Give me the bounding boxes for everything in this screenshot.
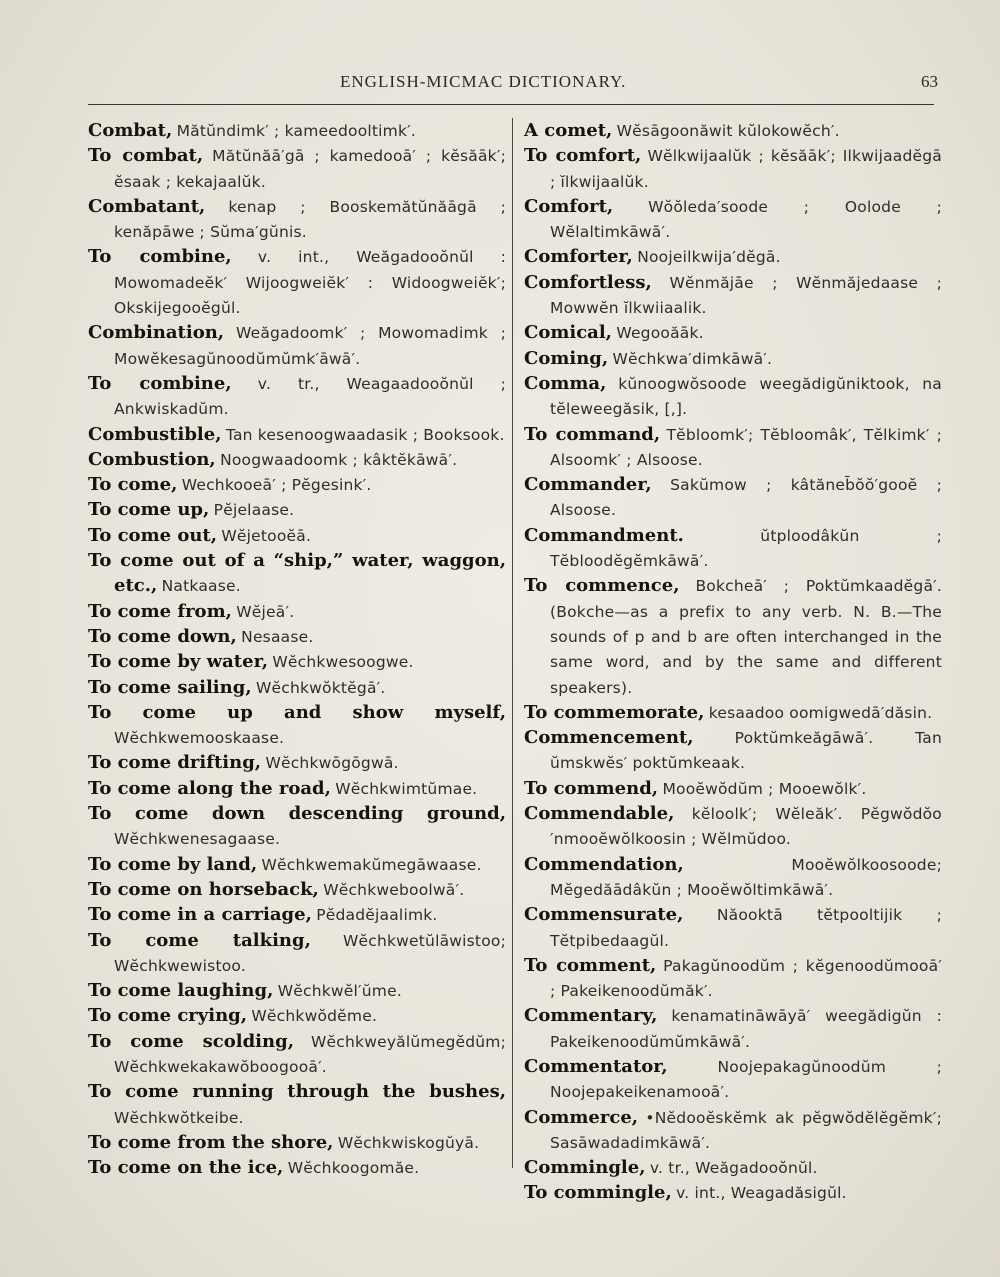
dictionary-entry: [524, 700, 942, 725]
dictionary-entry: [524, 320, 942, 345]
entry-headword: To come in a carriage,: [88, 904, 312, 926]
entry-gloss: Weăgadoomk′ ; Mowomadimk ; Mowĕkesagŭnoodŭmŭmk′āwā′.: [114, 324, 507, 368]
dictionary-entry: [88, 422, 506, 447]
entry-headword: To commemorate,: [524, 701, 705, 723]
entry-gloss: Nesaase.: [241, 627, 314, 646]
entry-headword: To command,: [524, 423, 661, 445]
dictionary-entry: [88, 852, 506, 877]
entry-gloss: Wĕchkwa′dimkāwā′.: [612, 349, 773, 368]
entry-gloss: Wĕchkoogomăe.: [287, 1159, 420, 1178]
entry-headword: Comma,: [524, 372, 607, 394]
entry-headword: To commence,: [524, 575, 680, 597]
entry-gloss: Mooĕwŏlkoosoode; Mĕgedăādâkŭn ; Mooĕwŏltimkāwā′.: [550, 855, 942, 899]
dictionary-entry: [524, 1105, 942, 1156]
entry-headword: To come laughing,: [88, 980, 274, 1002]
dictionary-entry: [88, 624, 506, 649]
dictionary-entry: [88, 649, 506, 674]
entry-gloss: Wĕchkwesoogwe.: [272, 653, 414, 672]
entry-gloss: Năooktā tĕtpooltijik ; Tĕtpibedaagŭl.: [550, 906, 942, 950]
entry-headword: To come from,: [88, 600, 232, 622]
dictionary-entry: [524, 953, 942, 1004]
dictionary-entry: [88, 978, 506, 1003]
entry-headword: To comment,: [524, 954, 657, 976]
entry-gloss: Poktŭmkeăgāwā′. Tan ŭmskwĕs′ poktŭmkeaak.: [550, 729, 943, 773]
entry-headword: Combat,: [88, 120, 173, 141]
page-number: 63: [921, 72, 938, 91]
column-divider: [512, 118, 513, 1168]
entry-gloss: •Nĕdooĕskĕmk ak pĕgwŏdĕlĕgĕmk′; Sasāwadadimkāwā′.: [550, 1108, 943, 1152]
entry-gloss: Wĕjetooĕā.: [221, 526, 312, 545]
entry-gloss: v. int., Weăgadooŏnŭl : Mowomadeĕk′ Wijoogweiĕk′ : Widoogweiĕk′; Okskijegooĕgŭl.: [114, 248, 507, 318]
entry-gloss: Mătŭndimk′ ; kameedooltimk′.: [176, 122, 416, 140]
dictionary-entry: [524, 194, 942, 245]
dictionary-entry: [524, 270, 942, 321]
entry-headword: Combatant,: [88, 195, 206, 217]
entry-gloss: Wĕchkwōgōgwā.: [265, 754, 399, 773]
entry-gloss: Wegooăāk.: [616, 324, 704, 343]
entry-headword: To come talking,: [88, 929, 311, 951]
entry-headword: Commendation,: [524, 853, 684, 875]
dictionary-entry: [524, 472, 942, 523]
entry-gloss: Wĕchkwŏdĕme.: [251, 1007, 378, 1026]
dictionary-entry: [88, 143, 506, 194]
dictionary-entry: [524, 1054, 942, 1105]
dictionary-entry: [88, 194, 506, 245]
dictionary-entry: [88, 1029, 506, 1080]
entry-headword: Commensurate,: [524, 904, 684, 926]
entry-headword: Commingle,: [524, 1157, 646, 1179]
entry-headword: To come out of a “ship,” water, waggon, etc.,: [88, 550, 506, 597]
entry-gloss: v. tr., Weăgadooŏnŭl.: [649, 1159, 818, 1178]
right-column: [524, 118, 942, 1206]
dictionary-entry: [88, 877, 506, 902]
entry-headword: To come scolding,: [88, 1030, 294, 1052]
dictionary-entry: [88, 928, 506, 979]
entry-headword: To come up,: [88, 499, 210, 521]
entry-headword: Commendable,: [524, 803, 675, 825]
entry-gloss: kesaadoo oomigwedā′dăsin.: [708, 703, 933, 722]
entry-gloss: Wĕchkweyălŭmegĕdŭm; Wĕchkwekakawŏboogooā′.: [114, 1032, 507, 1076]
entry-headword: To come out,: [88, 524, 218, 546]
dictionary-entry: [88, 1130, 506, 1155]
dictionary-entry: [524, 346, 942, 371]
dictionary-entry: [524, 1003, 942, 1054]
entry-gloss: Wĕlkwijaalŭk ; kĕsăāk′; Ilkwijaadĕgā ; ĭlkwijaalŭk.: [550, 147, 942, 191]
entry-headword: To come by water,: [88, 651, 269, 673]
dictionary-entry: [88, 447, 506, 472]
entry-headword: To commingle,: [524, 1182, 672, 1204]
entry-gloss: v. int., Weagadăsigŭl.: [676, 1184, 847, 1203]
dictionary-entry: [88, 548, 506, 599]
entry-gloss: kenap ; Booskemătŭnăāgā ; kenăpāwe ; Sŭma′gŭnis.: [114, 197, 507, 242]
entry-headword: Commander,: [524, 474, 652, 496]
dictionary-entry: [88, 902, 506, 927]
entry-gloss: Wĕchkwemakŭmegāwaase.: [261, 855, 482, 874]
entry-gloss: Wĕchkweboolwā′.: [323, 880, 465, 899]
dictionary-entry: [88, 523, 506, 548]
entry-headword: To come on horseback,: [88, 878, 319, 900]
entry-headword: To come by land,: [88, 853, 258, 875]
entry-headword: Commencement,: [524, 727, 694, 749]
entry-headword: Coming,: [524, 347, 609, 369]
entry-headword: To commend,: [524, 777, 659, 799]
entry-headword: To comfort,: [524, 145, 642, 167]
dictionary-entry: [524, 1180, 942, 1205]
dictionary-entry: [88, 320, 506, 371]
entry-gloss: Tan kesenoogwaadasik ; Booksook.: [225, 425, 505, 444]
entry-gloss: Wĕchkwetŭlāwistoo; Wĕchkwewistoo.: [114, 931, 506, 975]
dictionary-entry: [524, 118, 942, 143]
dictionary-entry: [524, 143, 942, 194]
dictionary-entry: [524, 244, 942, 269]
dictionary-entry: [88, 776, 506, 801]
dictionary-entry: [88, 675, 506, 700]
dictionary-entry: [88, 472, 506, 497]
entry-gloss: Mooĕwŏdŭm ; Mooewŏlk′.: [662, 779, 867, 798]
entry-headword: To combine,: [88, 372, 232, 394]
entry-headword: Commentator,: [524, 1055, 668, 1077]
entry-headword: Combustible,: [88, 423, 222, 445]
entry-headword: A comet,: [524, 120, 613, 141]
entry-headword: Comforter,: [524, 246, 633, 268]
dictionary-entry: [88, 1079, 506, 1130]
entry-gloss: Noojepakagŭnoodŭm ; Noojepakeikenamooā′.: [550, 1057, 942, 1102]
entry-gloss: Wĕchkwimtŭmae.: [335, 779, 478, 798]
dictionary-entry: [524, 371, 942, 422]
dictionary-entry: [88, 599, 506, 624]
dictionary-entry: [524, 573, 942, 699]
dictionary-entry: [88, 801, 506, 852]
entry-gloss: Wĕchkwiskogŭyā.: [337, 1133, 480, 1152]
dictionary-entry: [88, 244, 506, 320]
entry-headword: To come on the ice,: [88, 1157, 284, 1179]
entry-gloss: ŭtploodâkŭn ; Tĕbloodĕgĕmkāwā′.: [550, 526, 942, 571]
dictionary-entry: [88, 700, 506, 751]
entry-gloss: Wĕchkwŏktĕgā′.: [255, 678, 386, 697]
entry-gloss: Wĕchkwĕl′ŭme.: [277, 982, 402, 1001]
entry-headword: Commandment.: [524, 524, 684, 546]
entry-gloss: kĕloolk′; Wĕleăk′. Pĕgwŏdŏo ′nmooĕwŏlkoosin ; Wĕlmŭdoo.: [550, 805, 942, 849]
entry-gloss: Wĕchkwŏtkeibe.: [114, 1108, 244, 1127]
entry-headword: To combat,: [88, 145, 204, 167]
dictionary-entry: [524, 422, 942, 473]
entry-gloss: Sakŭmow ; kâtăneb̄ŏŏ′gooĕ ; Alsoose.: [550, 476, 943, 520]
dictionary-entry: [88, 750, 506, 775]
entry-headword: To come drifting,: [88, 752, 262, 774]
entry-gloss: Noojeilkwija′dĕgā.: [637, 248, 781, 267]
dictionary-entry: [88, 1003, 506, 1028]
entry-gloss: Wĕchkwemooskaase.: [114, 729, 285, 748]
entry-gloss: Tĕbloomk′; Tĕbloomâk′, Tĕlkimk′ ; Alsoomk′ ; Alsoose.: [550, 425, 943, 469]
entry-gloss: Wĕjeā′.: [236, 602, 295, 621]
entry-headword: To come down,: [88, 625, 237, 647]
entry-headword: To come,: [88, 474, 178, 496]
entry-gloss: Mătŭnăā′gā ; kamedooā′ ; kĕsăāk′; ĕsaak ; kekajaalŭk.: [114, 147, 507, 191]
dictionary-entry: [524, 852, 942, 903]
dictionary-entry: [524, 776, 942, 801]
entry-headword: Combustion,: [88, 448, 216, 470]
entry-headword: Comical,: [524, 322, 612, 344]
entry-headword: Comfort,: [524, 195, 614, 217]
entry-headword: To combine,: [88, 246, 232, 268]
entry-headword: To come from the shore,: [88, 1131, 334, 1153]
dictionary-entry: [524, 1155, 942, 1180]
entry-headword: To come along the road,: [88, 777, 331, 799]
dictionary-entry: [88, 1155, 506, 1180]
entry-gloss: Bokcheā′ ; Poktŭmkaadĕgā′. (Bokche—as a prefix to any verb. N. B.—The sounds of p and b are often interchanged in the same word, and by the same and different speakers).: [550, 577, 942, 697]
entry-gloss: Pakagŭnoodŭm ; kĕgenoodŭmooā′ ; Pakeikenoodŭmăk′.: [550, 956, 943, 1001]
entry-headword: Commentary,: [524, 1005, 658, 1027]
entry-gloss: Wŏŏleda′soode ; Oolode ; Wĕlaltimkāwā′.: [550, 197, 943, 242]
entry-headword: Combination,: [88, 322, 225, 344]
running-head: [0, 72, 1000, 100]
entry-gloss: Wĕnmăjāe ; Wĕnmăjedaase ; Mowwĕn ĭlkwiiaalik.: [550, 273, 943, 318]
entry-gloss: Pĕdadĕjaalimk.: [316, 906, 438, 925]
entry-gloss: kŭnoogwŏsoode weegădigŭniktook, na tĕleweegăsik, [,].: [550, 374, 943, 419]
dictionary-entry: [524, 801, 942, 852]
dictionary-entry: [88, 118, 506, 143]
entry-headword: To come running through the bushes,: [88, 1081, 506, 1103]
entry-gloss: v. tr., Weagaadooŏnŭl ; Ankwiskadŭm.: [114, 374, 507, 419]
entry-gloss: Wechkooeā′ ; Pĕgesink′.: [181, 476, 372, 495]
left-column: [88, 118, 506, 1180]
entry-headword: To come sailing,: [88, 676, 252, 698]
entry-headword: To come up and show myself,: [88, 701, 506, 723]
dictionary-entry: [524, 902, 942, 953]
entry-headword: Comfortless,: [524, 271, 652, 293]
page-title: ENGLISH-MICMAC DICTIONARY.: [340, 72, 627, 91]
entry-gloss: Pĕjelaase.: [213, 501, 295, 520]
dictionary-entry: [88, 497, 506, 522]
entry-headword: To come down descending ground,: [88, 803, 506, 825]
entry-gloss: Noogwaadoomk ; kâktĕkāwā′.: [220, 450, 458, 469]
dictionary-entry: [88, 371, 506, 422]
dictionary-entry: [524, 523, 942, 574]
entry-headword: To come crying,: [88, 1005, 248, 1027]
entry-gloss: Wĕchkwenesagaase.: [114, 830, 281, 849]
header-rule: [88, 104, 934, 105]
entry-gloss: Natkaase.: [161, 577, 241, 596]
entry-headword: Commerce,: [524, 1106, 639, 1128]
entry-gloss: kenamatināwāyā′ weegădigŭn : Pakeikenoodŭmŭmkāwā′.: [550, 1007, 942, 1051]
entry-gloss: Wĕsāgoonăwit kŭlokowĕch′.: [616, 122, 840, 140]
dictionary-entry: [524, 725, 942, 776]
